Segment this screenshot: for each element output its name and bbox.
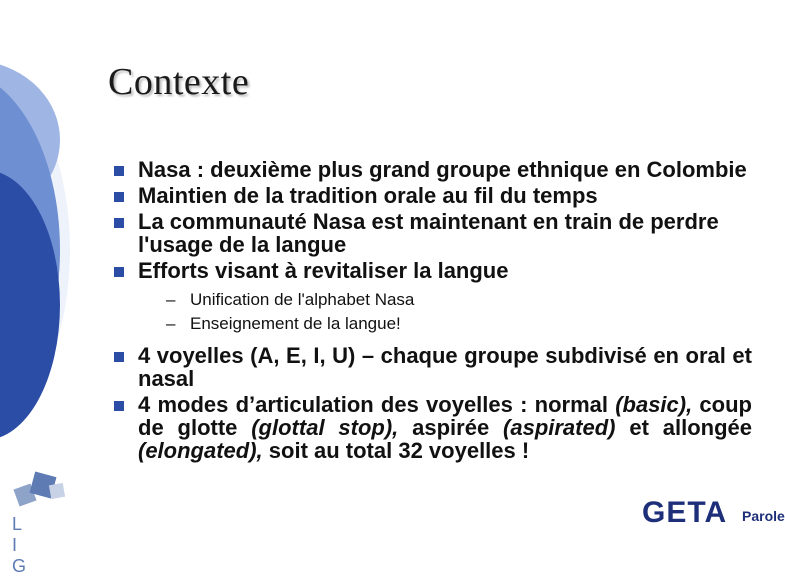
- bullet-list: [112, 158, 752, 465]
- bullet-square-icon: [114, 192, 124, 202]
- bullet-item: Efforts visant à revitaliser la langue – Unification de l'alphabet Nasa – Enseignement de la langue!: [112, 259, 752, 336]
- lig-logo-text: L I G: [12, 514, 47, 576]
- bullet-item: 4 modes d’articulation des voyelles : normal (basic), coup de glotte (glottal stop), aspirée (aspirated) et allongée (elongated), soit au total 32 voyelles !: [112, 393, 752, 462]
- geta-parole-logo: [620, 478, 785, 540]
- bullet-item: Nasa : deuxième plus grand groupe ethnique en Colombie: [112, 158, 752, 181]
- bullet-square-icon: [114, 401, 124, 411]
- bullet-square-icon: [114, 267, 124, 277]
- bullet-item: La communauté Nasa est maintenant en train de perdre l'usage de la langue: [112, 210, 752, 256]
- geta-logo-text: GETA: [642, 496, 728, 529]
- sub-bullet-item: – Enseignement de la langue!: [166, 314, 401, 333]
- lig-logo: [6, 468, 86, 576]
- bullet-item: 4 voyelles (A, E, I, U) – chaque groupe subdivisé en oral et nasal: [112, 344, 752, 390]
- bullet-square-icon: [114, 218, 124, 228]
- logo-square: [49, 483, 65, 499]
- bullet-square-icon: [114, 166, 124, 176]
- sub-bullet-list: [138, 288, 752, 336]
- bullet-item: Maintien de la tradition orale au fil du temps: [112, 184, 752, 207]
- parole-logo-text: Parole: [742, 508, 785, 524]
- bullet-square-icon: [114, 352, 124, 362]
- sub-bullet-item: – Unification de l'alphabet Nasa: [166, 290, 415, 309]
- slide-title: Contexte: [108, 61, 250, 103]
